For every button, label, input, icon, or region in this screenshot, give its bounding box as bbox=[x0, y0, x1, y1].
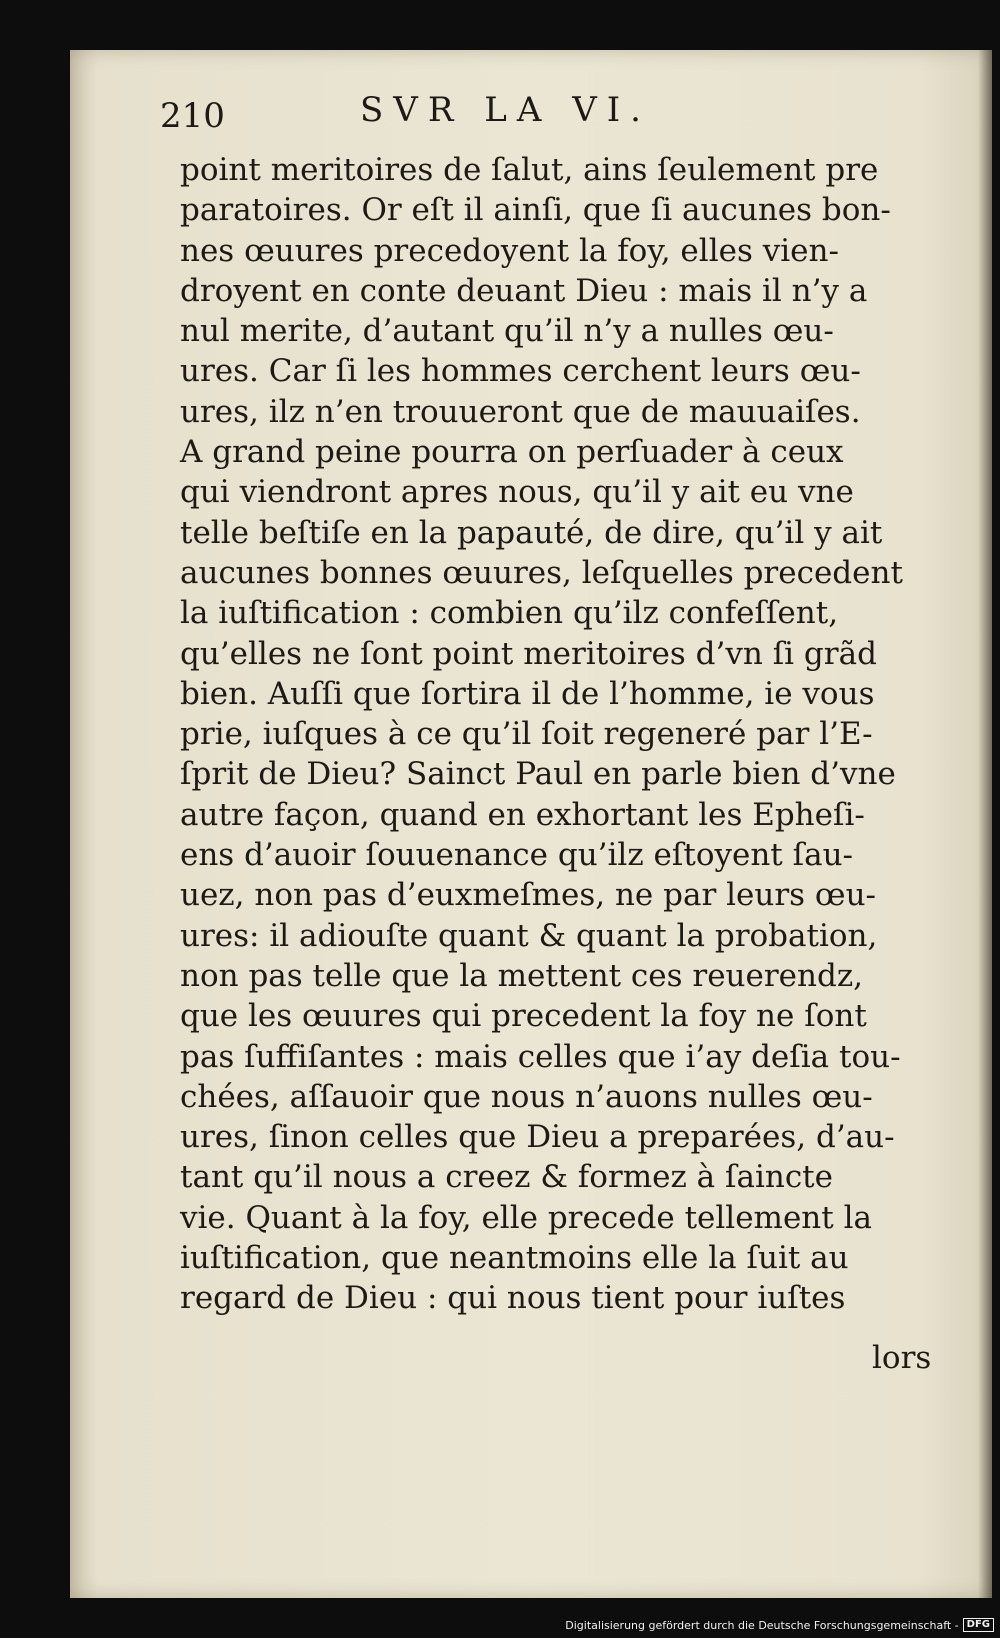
footer-credit bbox=[565, 1618, 994, 1632]
text-line: regard de Dieu : qui nous tient pour iuſtes bbox=[180, 1280, 846, 1317]
dfg-logo: DFG bbox=[963, 1618, 994, 1632]
text-line: point meritoires de ſalut, ains ſeulement pre bbox=[180, 152, 879, 188]
text-line: paratoires. Or eſt il ainſi, que ſi aucunes bon- bbox=[180, 192, 891, 229]
text-line: droyent en conte deuant Dieu : mais il n’y a bbox=[180, 272, 868, 309]
text-line: non pas telle que la mettent ces reuerendz, bbox=[180, 957, 864, 994]
text-line: iuſtification, que neantmoins elle la ſuit au bbox=[180, 1240, 849, 1277]
text-line: pas ſuffiſantes : mais celles que i’ay deſia tou- bbox=[180, 1038, 901, 1075]
text-line: ſprit de Dieu? Sainct Paul en parle bien d’vne bbox=[180, 756, 896, 793]
text-line: qui viendront apres nous, qu’il y ait eu vne bbox=[180, 474, 854, 511]
page-number: 210 bbox=[160, 96, 225, 136]
text-line: nes œuures precedoyent la foy, elles vien- bbox=[180, 232, 839, 269]
running-head: SVR LA VI. bbox=[360, 90, 651, 130]
text-line: vie. Quant à la foy, elle precede tellement la bbox=[180, 1199, 872, 1236]
text-line: chées, aſſauoir que nous n’auons nulles œu- bbox=[180, 1078, 873, 1115]
text-line: ures, ſinon celles que Dieu a preparées, d’au- bbox=[180, 1119, 895, 1156]
text-line: ures. Car ſi les hommes cerchent leurs œu- bbox=[180, 353, 861, 390]
text-line: bien. Auſſi que ſortira il de l’homme, ie vous bbox=[180, 675, 875, 712]
text-line: qu’elles ne ſont point meritoires d’vn ſi grãd bbox=[180, 635, 877, 672]
text-line: ures, ilz n’en trouueront que de mauuaiſes. bbox=[180, 393, 861, 430]
text-line: la iuſtification : combien qu’ilz confeſſent, bbox=[180, 595, 839, 632]
text-line: autre façon, quand en exhortant les Epheſi- bbox=[180, 796, 865, 833]
text-line: prie, iuſques à ce qu’il ſoit regeneré par l’E- bbox=[180, 716, 873, 753]
text-line: A grand peine pourra on perſuader à ceux bbox=[180, 434, 844, 471]
body-text bbox=[180, 150, 903, 1319]
catchword: lors bbox=[872, 1340, 932, 1376]
text-line: uez, non pas d’euxmeſmes, ne par leurs œu- bbox=[180, 877, 877, 914]
page-header bbox=[160, 90, 780, 140]
text-line: tant qu’il nous a creez & formez à ſaincte bbox=[180, 1159, 833, 1196]
text-line: nul merite, d’autant qu’il n’y a nulles œu- bbox=[180, 313, 834, 350]
text-line: ures: il adiouſte quant & quant la probation, bbox=[180, 917, 878, 954]
text-line: aucunes bonnes œuures, leſquelles precedent bbox=[180, 554, 903, 591]
footer-credit-text: Digitalisierung gefördert durch die Deutsche Forschungsgemeinschaft - bbox=[565, 1618, 959, 1632]
text-line: telle beſtiſe en la papauté, de dire, qu’il y ait bbox=[180, 514, 883, 551]
text-line: que les œuures qui precedent la foy ne ſont bbox=[180, 998, 867, 1035]
text-line: ens d’auoir ſouuenance qu’ilz eſtoyent ſau- bbox=[180, 837, 854, 874]
page-spine-shadow bbox=[978, 50, 992, 1598]
